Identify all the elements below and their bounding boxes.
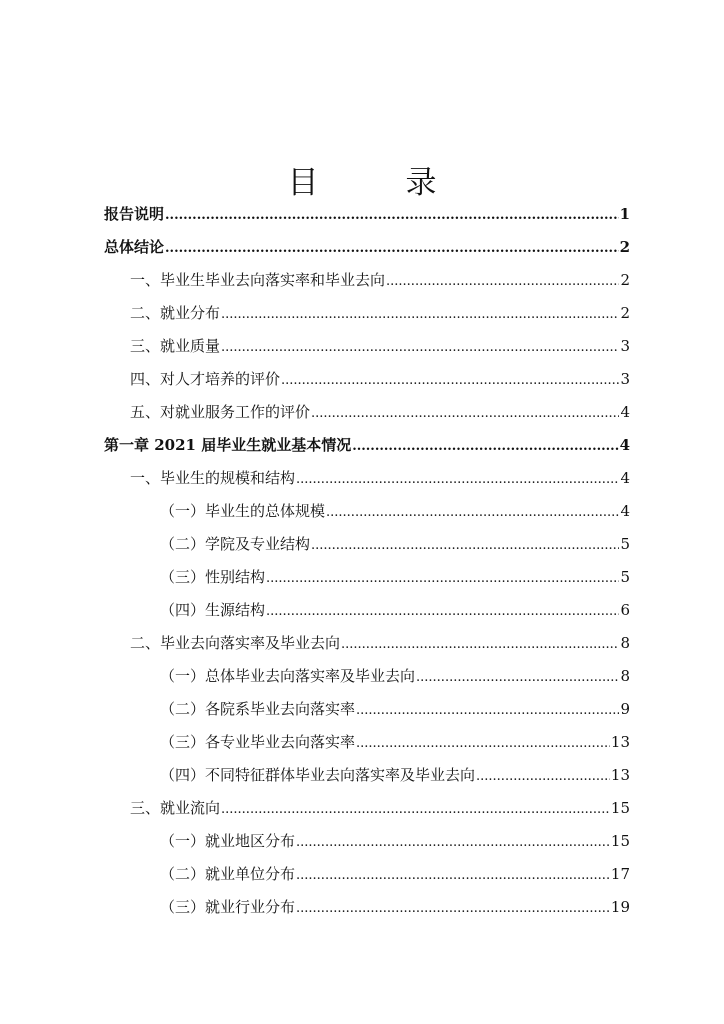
toc-entry-page: 2 bbox=[620, 304, 630, 322]
toc-entry[interactable] bbox=[130, 265, 630, 295]
toc-entry-label: （一）总体毕业去向落实率及毕业去向 bbox=[160, 667, 416, 685]
toc-entry[interactable] bbox=[160, 892, 630, 922]
toc-entry[interactable] bbox=[160, 760, 630, 790]
page-title: 目 录 bbox=[287, 164, 465, 201]
toc-leader-dots bbox=[326, 496, 619, 528]
toc-entry-page: 15 bbox=[610, 832, 630, 850]
toc-entry-page: 4 bbox=[619, 436, 630, 454]
toc-leader-dots bbox=[311, 397, 619, 429]
toc-entry[interactable] bbox=[160, 496, 630, 526]
toc-entry-page: 5 bbox=[620, 535, 630, 553]
toc-entry-label: （三）就业行业分布 bbox=[160, 898, 296, 916]
toc-leader-dots bbox=[296, 463, 619, 495]
toc-leader-dots bbox=[476, 760, 610, 792]
toc-entry-page: 9 bbox=[620, 700, 630, 718]
toc-entry-page: 15 bbox=[610, 799, 630, 817]
toc-entry[interactable] bbox=[130, 397, 630, 427]
toc-entry-page: 8 bbox=[620, 667, 630, 685]
toc-entry[interactable] bbox=[104, 199, 630, 229]
toc-entry-label: （一）毕业生的总体规模 bbox=[160, 502, 326, 520]
toc-entry[interactable] bbox=[130, 793, 630, 823]
toc-entry[interactable] bbox=[104, 232, 630, 262]
toc-entry-page: 3 bbox=[620, 337, 630, 355]
toc-leader-dots bbox=[356, 694, 619, 726]
toc-entry[interactable] bbox=[160, 595, 630, 625]
toc-entry-page: 19 bbox=[610, 898, 630, 916]
toc-entry-label: 第一章 2021 届毕业生就业基本情况 bbox=[104, 436, 352, 454]
toc-entry[interactable] bbox=[160, 562, 630, 592]
toc-entry[interactable] bbox=[160, 826, 630, 856]
toc-leader-dots bbox=[266, 562, 619, 594]
toc-entry-label: （四）不同特征群体毕业去向落实率及毕业去向 bbox=[160, 766, 476, 784]
toc-entry[interactable] bbox=[130, 628, 630, 658]
toc-entry[interactable] bbox=[130, 331, 630, 361]
toc-entry-page: 4 bbox=[620, 469, 630, 487]
toc-leader-dots bbox=[165, 199, 619, 231]
toc-leader-dots bbox=[356, 727, 610, 759]
toc-entry-label: 总体结论 bbox=[104, 238, 165, 256]
toc-entry-label: （三）性别结构 bbox=[160, 568, 266, 586]
toc-entry-page: 1 bbox=[619, 205, 630, 223]
toc-entry-label: 二、毕业去向落实率及毕业去向 bbox=[130, 634, 341, 652]
toc-entry-label: 三、就业流向 bbox=[130, 799, 221, 817]
toc-leader-dots bbox=[221, 793, 610, 825]
toc-leader-dots bbox=[165, 232, 619, 264]
toc-entry-label: （一）就业地区分布 bbox=[160, 832, 296, 850]
toc-entry[interactable] bbox=[104, 430, 630, 460]
toc-entry[interactable] bbox=[160, 529, 630, 559]
toc-entry-label: 三、就业质量 bbox=[130, 337, 221, 355]
toc-leader-dots bbox=[221, 298, 619, 330]
toc-entry-label: 一、毕业生毕业去向落实率和毕业去向 bbox=[130, 271, 386, 289]
toc-entry-label: （二）就业单位分布 bbox=[160, 865, 296, 883]
toc-entry-page: 3 bbox=[620, 370, 630, 388]
toc-leader-dots bbox=[296, 826, 610, 858]
toc-entry-page: 8 bbox=[620, 634, 630, 652]
toc-leader-dots bbox=[311, 529, 619, 561]
toc-entry-label: 五、对就业服务工作的评价 bbox=[130, 403, 311, 421]
toc-entry-page: 2 bbox=[620, 271, 630, 289]
toc-entry[interactable] bbox=[130, 298, 630, 328]
toc-entry-page: 13 bbox=[610, 766, 630, 784]
toc-leader-dots bbox=[296, 892, 610, 924]
toc-entry[interactable] bbox=[160, 727, 630, 757]
toc-leader-dots bbox=[221, 331, 619, 363]
toc-leader-dots bbox=[352, 430, 618, 462]
toc-entry[interactable] bbox=[130, 463, 630, 493]
toc-entry-page: 6 bbox=[620, 601, 630, 619]
toc-entry[interactable] bbox=[130, 364, 630, 394]
toc-entry[interactable] bbox=[160, 694, 630, 724]
toc-entry-label: 四、对人才培养的评价 bbox=[130, 370, 281, 388]
toc-leader-dots bbox=[386, 265, 619, 297]
toc-entry[interactable] bbox=[160, 859, 630, 889]
toc-leader-dots bbox=[266, 595, 619, 627]
toc-leader-dots bbox=[281, 364, 619, 396]
toc-entry-label: 二、就业分布 bbox=[130, 304, 221, 322]
toc-entry-page: 5 bbox=[620, 568, 630, 586]
toc-leader-dots bbox=[341, 628, 619, 660]
toc-entry-label: 报告说明 bbox=[104, 205, 165, 223]
toc-entry-label: （四）生源结构 bbox=[160, 601, 266, 619]
toc-entry[interactable] bbox=[160, 661, 630, 691]
toc-entry-label: 一、毕业生的规模和结构 bbox=[130, 469, 296, 487]
toc-entry-label: （二）各院系毕业去向落实率 bbox=[160, 700, 356, 718]
toc-entry-page: 13 bbox=[610, 733, 630, 751]
toc-entry-page: 2 bbox=[619, 238, 630, 256]
toc-entry-page: 4 bbox=[620, 502, 630, 520]
toc-leader-dots bbox=[416, 661, 619, 693]
toc-leader-dots bbox=[296, 859, 610, 891]
toc-entry-page: 17 bbox=[610, 865, 630, 883]
toc-entry-label: （二）学院及专业结构 bbox=[160, 535, 311, 553]
toc-entry-page: 4 bbox=[620, 403, 630, 421]
toc-entry-label: （三）各专业毕业去向落实率 bbox=[160, 733, 356, 751]
